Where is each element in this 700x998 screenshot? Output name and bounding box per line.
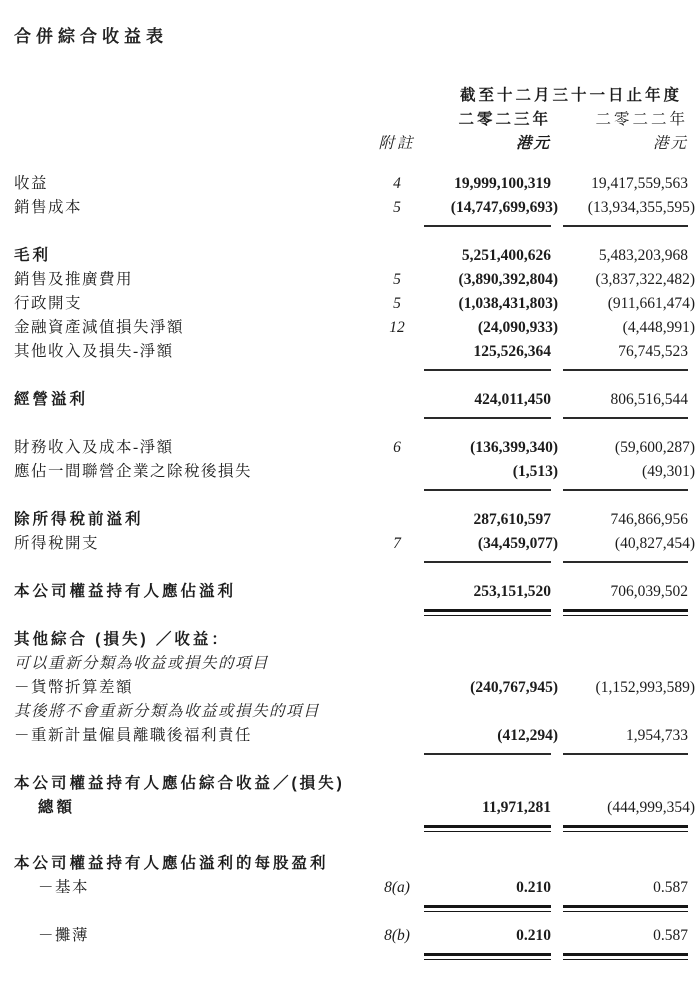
statement-row [14,580,688,604]
row-label: 毛利 [14,247,52,264]
value-2022: (59,600,287) [614,439,695,456]
column-gap [551,652,563,676]
column-gap [551,876,563,900]
value-2022 [563,772,688,796]
note-ref: 5 [393,199,401,216]
value-2023: 5,251,400,626 [461,247,551,264]
value-2023: (136,399,340) [470,439,558,456]
statement-row [14,340,688,364]
value-2022 [563,628,688,652]
value-2023: 19,999,100,319 [454,175,551,192]
statement-row [14,316,695,340]
value-2022: 706,039,502 [563,580,688,604]
statement-row [14,196,695,220]
statement-row [14,924,688,948]
statement-row [14,532,695,556]
value-2022: (13,934,355,595) [563,196,688,220]
value-2022 [563,852,688,876]
year-2022-heading: 二零二二年 [595,111,688,128]
note-ref [370,676,424,700]
row-label: 行政開支 [14,295,83,312]
row-label: 總額 [38,799,76,816]
note-ref: 7 [393,535,401,552]
row-label: －貨幣折算差額 [14,679,134,696]
row-label: 其後將不會重新分類為收益或損失的項目 [14,703,321,720]
note-ref: 8(a) [384,879,410,896]
note-ref [370,724,424,748]
value-2022: (3,837,322,482) [595,271,695,288]
row-label: 銷售及推廣費用 [14,271,134,288]
row-label: 其他收入及損失-淨額 [14,343,174,360]
row-label: －攤薄 [38,927,90,944]
note-ref: 12 [389,319,405,336]
statement-row [14,676,695,700]
column-gap [551,772,563,796]
statement-row [14,388,688,412]
column-gap [551,172,563,196]
statement-row [14,652,688,676]
note-ref [370,628,424,652]
header-year-row [14,108,688,132]
value-2023: (24,090,933) [477,319,558,336]
value-2022: 806,516,544 [563,388,688,412]
row-label: 財務收入及成本-淨額 [14,439,174,456]
value-2022: (49,301) [563,460,688,484]
value-2022 [563,652,688,676]
value-2023: (1,513) [424,460,551,484]
statement-row [14,772,688,796]
row-label: －基本 [38,879,90,896]
value-2023 [424,652,551,676]
row-label: 所得稅開支 [14,535,100,552]
row-label: 收益 [14,175,49,192]
value-2023: 0.210 [424,876,551,900]
statement-row [14,508,688,532]
note-ref [370,772,424,796]
row-label: 應佔一間聯營企業之除稅後損失 [14,463,253,480]
value-2023 [424,700,551,724]
value-2023: 11,971,281 [424,796,551,820]
value-2023 [424,628,551,652]
value-2023: (3,890,392,804) [458,271,558,288]
value-2022: (444,999,354) [563,796,688,820]
row-label: －重新計量僱員離職後福利責任 [14,727,253,744]
statement-row [14,292,695,316]
column-gap [551,244,563,268]
row-label: 其他綜合 (損失) ／收益： [14,631,230,648]
value-2023: 0.210 [424,924,551,948]
value-2022: 5,483,203,968 [598,247,688,264]
row-label: 本公司權益持有人應佔溢利的每股盈利 [14,855,329,872]
value-2023: (1,038,431,803) [458,295,558,312]
page-title: 合併綜合收益表 [14,27,168,46]
note-ref [370,580,424,604]
statement-row [14,700,688,724]
note-ref [370,852,424,876]
value-2022: (1,152,993,589) [595,679,695,696]
note-ref: 6 [393,439,401,456]
statement-body [14,172,695,948]
row-label: 除所得稅前溢利 [14,511,144,528]
note-column-heading: 附註 [378,135,416,152]
note-ref: 5 [393,271,401,288]
value-2023 [424,772,551,796]
column-gap [551,580,563,604]
value-2023: (34,459,077) [424,532,551,556]
statement-row [14,724,688,748]
column-gap [551,852,563,876]
value-2022: (4,448,991) [622,319,695,336]
value-2022: 0.587 [563,876,688,900]
note-ref: 4 [393,175,401,192]
value-2022: 76,745,523 [563,340,688,364]
row-label: 可以重新分類為收益或損失的項目 [14,655,270,672]
column-gap [551,628,563,652]
currency-2022-heading: 港元 [652,135,688,152]
note-ref [370,508,424,532]
column-gap [551,796,563,820]
note-ref: 8(b) [384,927,410,944]
column-gap [551,508,563,532]
statement-row [14,460,695,484]
column-headers [14,84,688,156]
value-2023: (14,747,699,693) [424,196,551,220]
header-period-row [14,84,688,108]
value-2023: 287,610,597 [473,511,551,528]
note-ref [370,796,424,820]
value-2022: 1,954,733 [563,724,688,748]
header-currency-row [14,132,688,156]
note-ref [370,388,424,412]
year-2023-heading: 二零二三年 [458,111,551,128]
statement-row [14,628,688,652]
statement-row [14,876,688,900]
value-2022: (911,661,474) [607,295,695,312]
row-label: 經營溢利 [14,391,89,408]
value-2022: 19,417,559,563 [591,175,688,192]
column-gap [551,388,563,412]
value-2022: 746,866,956 [610,511,688,528]
note-ref [370,244,424,268]
note-ref [370,700,424,724]
value-2023: (412,294) [424,724,551,748]
period-heading: 截至十二月三十一日止年度 [459,87,682,104]
currency-2023-heading: 港元 [515,135,551,152]
note-ref: 5 [393,295,401,312]
statement-row [14,244,688,268]
value-2023: 424,011,450 [424,388,551,412]
value-2023: 253,151,520 [424,580,551,604]
statement-row [14,796,695,820]
column-gap [551,700,563,724]
value-2022: 0.587 [563,924,688,948]
note-ref [370,340,424,364]
column-gap [551,924,563,948]
value-2022: (40,827,454) [563,532,688,556]
column-gap [551,340,563,364]
statement-row [14,268,695,292]
statement-row [14,436,695,460]
note-ref [370,460,424,484]
row-label: 銷售成本 [14,199,83,216]
value-2023 [424,852,551,876]
row-label: 本公司權益持有人應佔綜合收益／(損失) [14,775,345,792]
row-label: 本公司權益持有人應佔溢利 [14,583,237,600]
row-label: 金融資產減值損失淨額 [14,319,185,336]
statement-row [14,852,688,876]
value-2023: 125,526,364 [424,340,551,364]
note-ref [370,652,424,676]
statement-row [14,172,688,196]
value-2022 [563,700,688,724]
value-2023: (240,767,945) [470,679,558,696]
